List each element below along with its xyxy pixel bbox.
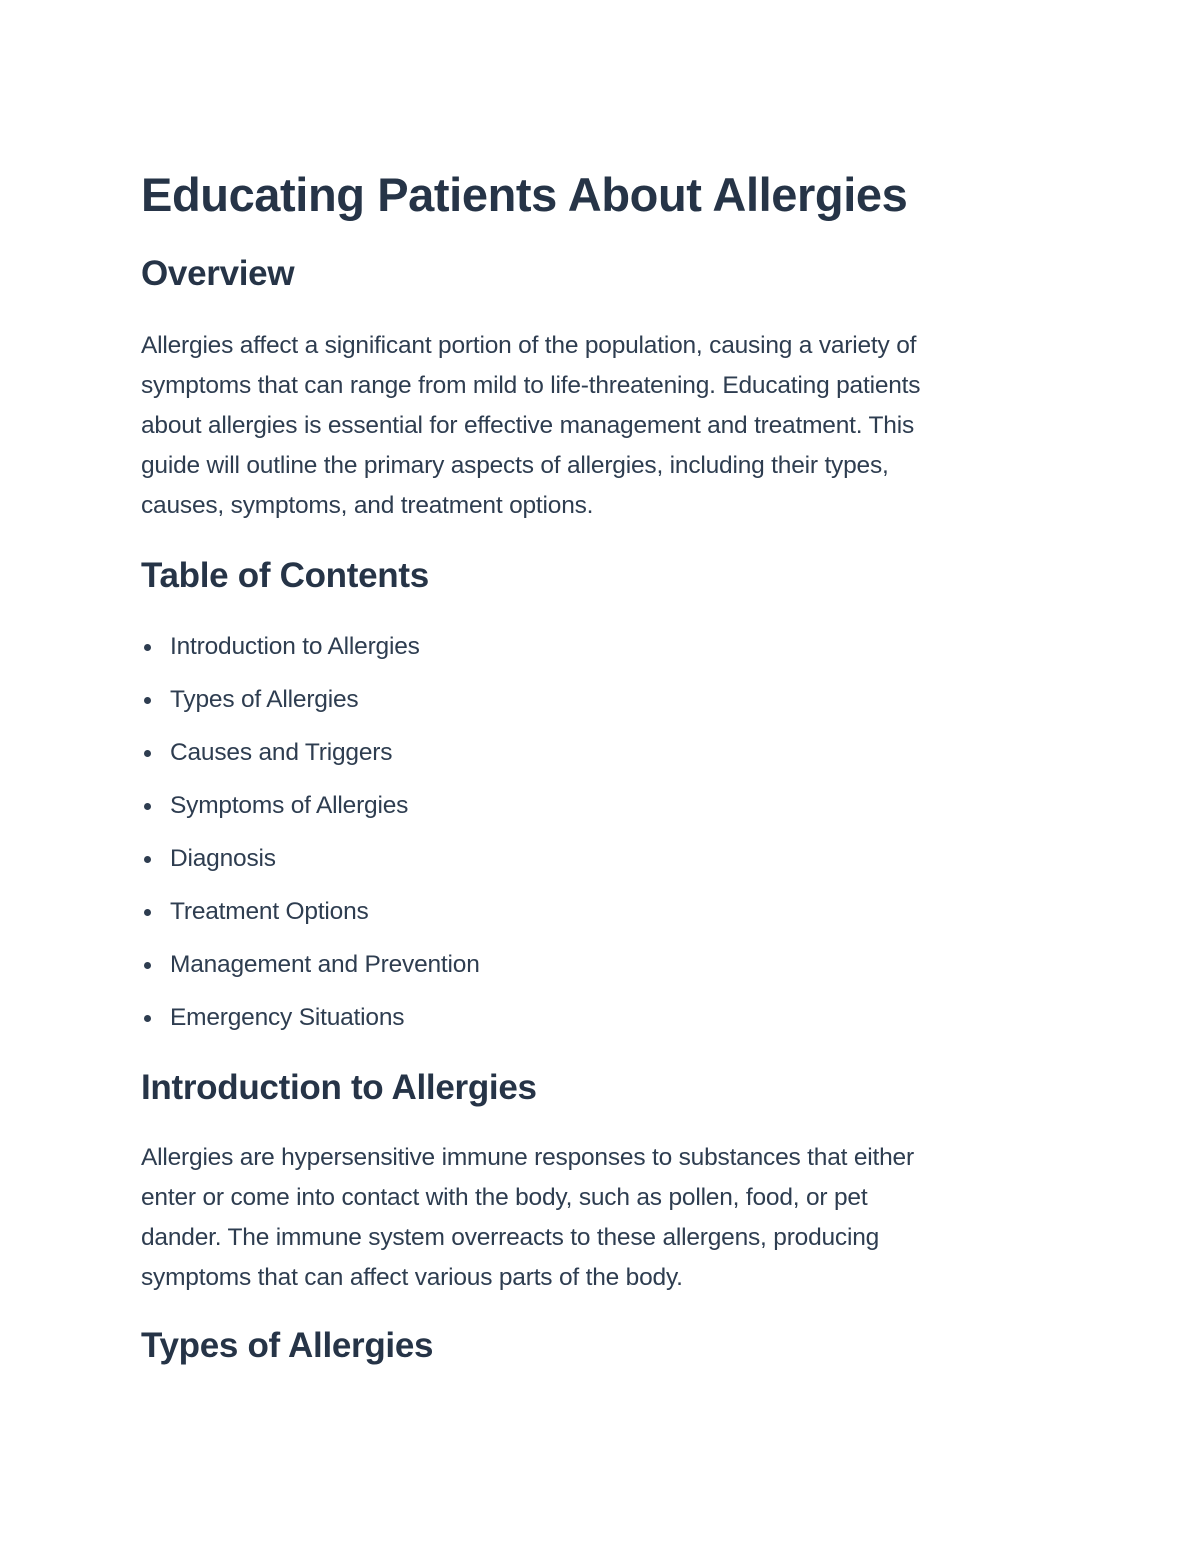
toc-item [141,991,1060,1044]
overview-line: about allergies is essential for effective management and treatment. This [141,412,915,439]
toc-item-label: Symptoms of Allergies [170,792,409,819]
introduction-line: Allergies are hypersensitive immune responses to substances that either [141,1144,914,1171]
toc-item-label: Emergency Situations [170,1004,405,1031]
section-heading-types-of-allergies: Types of Allergies [141,1326,434,1365]
introduction-line: dander. The immune system overreacts to these allergens, producing [141,1224,880,1251]
toc-item-label: Introduction to Allergies [170,633,420,660]
toc-item [141,938,1060,991]
toc-item-label: Treatment Options [170,898,369,925]
toc-item [141,673,1060,726]
toc-item-label: Types of Allergies [170,686,359,713]
overview-line: causes, symptoms, and treatment options. [141,492,594,519]
overview-paragraph [141,326,1060,526]
overview-line: guide will outline the primary aspects of allergies, including their types, [141,452,889,479]
bullet-icon [144,856,151,863]
introduction-paragraph [141,1138,1060,1298]
introduction-line: enter or come into contact with the body, such as pollen, food, or pet [141,1184,868,1211]
section-heading-table-of-contents: Table of Contents [141,556,429,595]
toc-item [141,885,1060,938]
bullet-icon [144,1015,151,1022]
document-title: Educating Patients About Allergies [141,168,908,221]
bullet-icon [144,750,151,757]
toc-item [141,832,1060,885]
toc-item [141,726,1060,779]
toc-item-label: Diagnosis [170,845,276,872]
bullet-icon [144,909,151,916]
toc-item-label: Causes and Triggers [170,739,393,766]
bullet-icon [144,697,151,704]
section-heading-overview: Overview [141,254,295,293]
overview-line: symptoms that can range from mild to life-threatening. Educating patients [141,372,921,399]
toc-item [141,620,1060,673]
table-of-contents-list [141,620,1060,1044]
introduction-line: symptoms that can affect various parts of the body. [141,1264,683,1291]
toc-item-label: Management and Prevention [170,951,480,978]
bullet-icon [144,644,151,651]
toc-item [141,779,1060,832]
bullet-icon [144,803,151,810]
section-heading-introduction: Introduction to Allergies [141,1068,537,1107]
overview-line: Allergies affect a significant portion of the population, causing a variety of [141,332,917,359]
bullet-icon [144,962,151,969]
